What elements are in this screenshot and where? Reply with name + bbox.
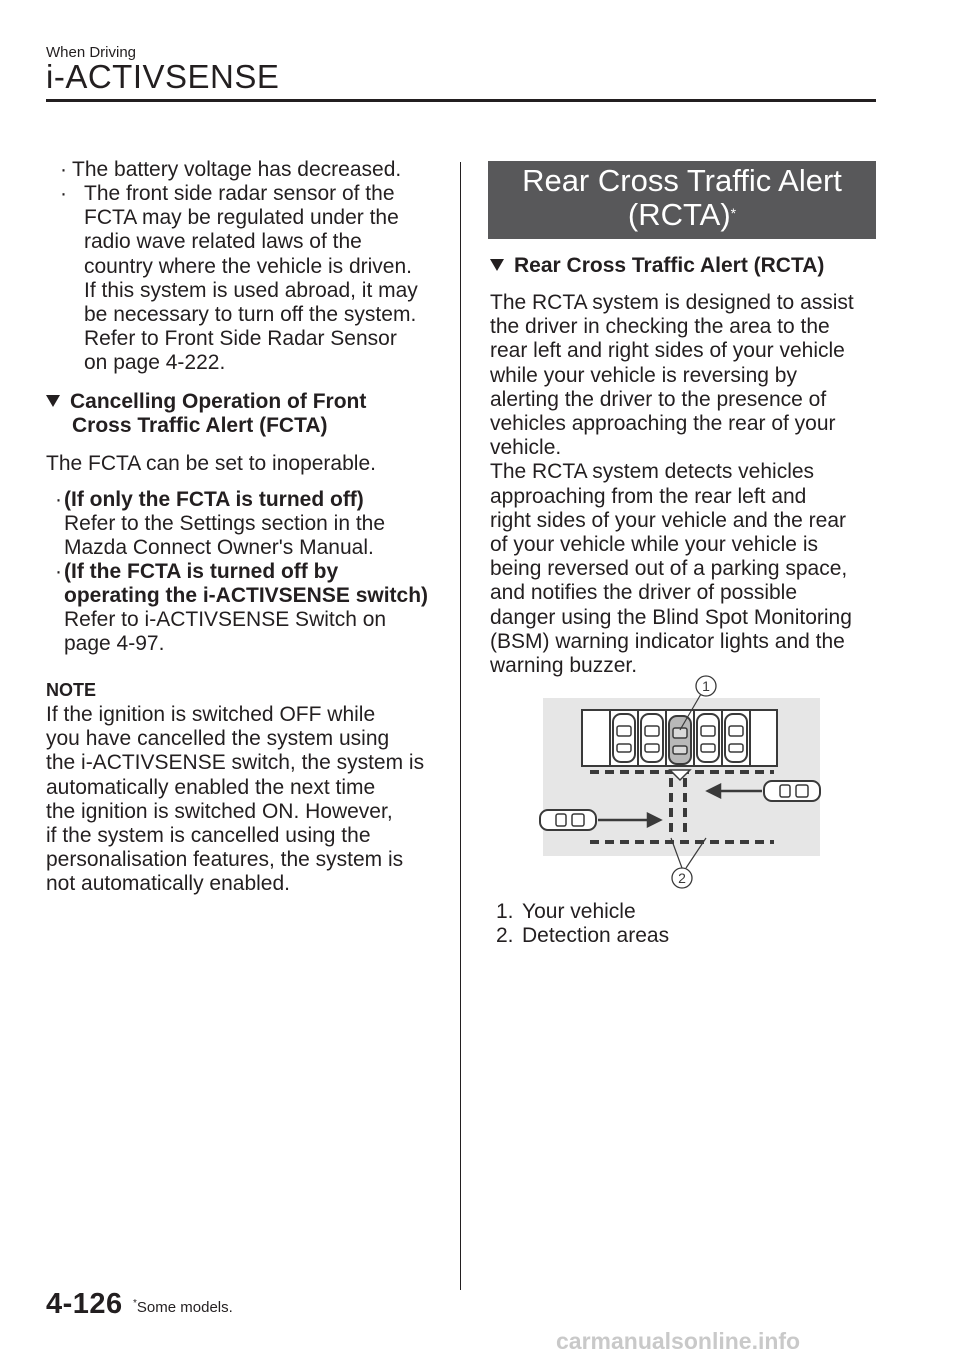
paragraph-line: danger using the Blind Spot Monitoring [490,605,852,629]
legend-text: Detection areas [522,924,670,947]
list-line: be necessary to turn off the system. [84,303,417,326]
note-line: If the ignition is switched OFF while [46,703,376,726]
list-line: Mazda Connect Owner's Manual. [64,536,374,559]
bullet-dot: · [60,158,67,181]
watermark: carmanualsonline.info [556,1328,801,1354]
bullet-dot: · [60,182,67,205]
list-line: Refer to the Settings section in the [64,512,386,535]
callout-2 [672,868,692,888]
paragraph-line: warning buzzer. [490,654,638,677]
legend-number: 2. [496,924,514,947]
note-label: NOTE [46,680,97,700]
page-number: 4-126 [46,1288,123,1320]
approaching-car-right [764,781,820,801]
list-item [60,158,402,182]
subsection-heading-line2: Cross Traffic Alert (FCTA) [72,414,328,437]
list-title: (If only the FCTA is turned off) [64,488,364,511]
rcta-description [490,291,880,681]
note-line: the ignition is switched ON. However, [46,799,393,823]
list-line: Refer to Front Side Radar Sensor [84,327,397,351]
paragraph-line: right sides of your vehicle and the rear [490,508,847,532]
bullet-dot: · [55,488,62,511]
note-line: personalisation features, the system is [46,848,404,872]
callout-1 [696,676,716,696]
legend-text: Your vehicle [522,900,636,923]
list-line: If this system is used abroad, it may [84,278,418,302]
your-vehicle [669,716,691,764]
paragraph-line: The RCTA system is designed to assist [490,291,854,314]
list-line: country where the vehicle is driven. [84,254,412,278]
column-divider [460,162,461,1290]
legend-item [496,900,636,924]
intro-text: The FCTA can be set to inoperable. [46,452,376,475]
list-line: Refer to i-ACTIVSENSE Switch on [64,608,387,631]
list-item [55,560,339,584]
paragraph-line: (BSM) warning indicator lights and the [490,629,845,653]
triangle-marker-icon [490,259,504,271]
list-title: (If the FCTA is turned off by [64,560,339,583]
section-banner [488,161,876,239]
bullet-dot: · [55,560,62,583]
note-line: if the system is cancelled using the [46,824,371,847]
triangle-marker-icon [46,395,60,407]
asterisk-mark: * [730,205,737,221]
section-label: When Driving [46,44,137,61]
subsection-heading: Cancelling Operation of Front [46,390,366,414]
list-line: on page 4-222. [84,351,226,375]
svg-text:1: 1 [702,678,710,694]
chapter-title: i-ACTIVSENSE [46,58,280,95]
footnote: *Some models. [133,1298,233,1316]
legend-item [496,924,670,948]
note-line: you have cancelled the system using [46,727,390,751]
paragraph-line: while your vehicle is reversing by [490,363,797,387]
list-line: The front side radar sensor of the [84,182,395,205]
paragraph-line: The RCTA system detects vehicles [490,460,815,484]
banner-title: Rear Cross Traffic Alert [522,163,842,198]
legend-number: 1. [496,900,514,923]
paragraph-line: being reversed out of a parking space, [490,557,848,581]
svg-text:2: 2 [678,870,686,886]
paragraph-line: of your vehicle while your vehicle is [490,533,818,556]
asterisk-mark: * [133,1298,137,1309]
list-item [55,488,364,512]
note-line: not automatically enabled. [46,872,290,896]
paragraph-line: and notifies the driver of possible [490,581,798,605]
paragraph-line: alerting the driver to the presence of [490,387,827,411]
list-title: operating the i-ACTIVSENSE switch) [64,584,429,607]
list-line: page 4-97. [64,632,165,655]
parked-car [697,714,719,762]
banner-title-line2: (RCTA)* [627,197,737,232]
list-line: The battery voltage has decreased. [72,158,402,181]
parked-car [613,714,635,762]
paragraph-line: the driver in checking the area to the [490,315,830,339]
subsection-heading: Rear Cross Traffic Alert (RCTA) [490,254,824,278]
paragraph-line: vehicles approaching the rear of your [490,412,836,435]
parked-car [641,714,663,762]
left-column [46,158,446,918]
list-line: FCTA may be regulated under the [84,206,399,230]
list-line: radio wave related laws of the [84,230,362,254]
paragraph-line: rear left and right sides of your vehicle [490,339,845,363]
paragraph-line: approaching from the rear left and [490,484,807,508]
paragraph-line: vehicle. [490,436,562,460]
note-line: the i-ACTIVSENSE switch, the system is [46,751,425,775]
rcta-diagram [530,670,830,900]
header-rule [46,99,876,102]
parked-car [725,714,747,762]
approaching-car-left [540,810,596,830]
note-line: automatically enabled the next time [46,775,376,799]
